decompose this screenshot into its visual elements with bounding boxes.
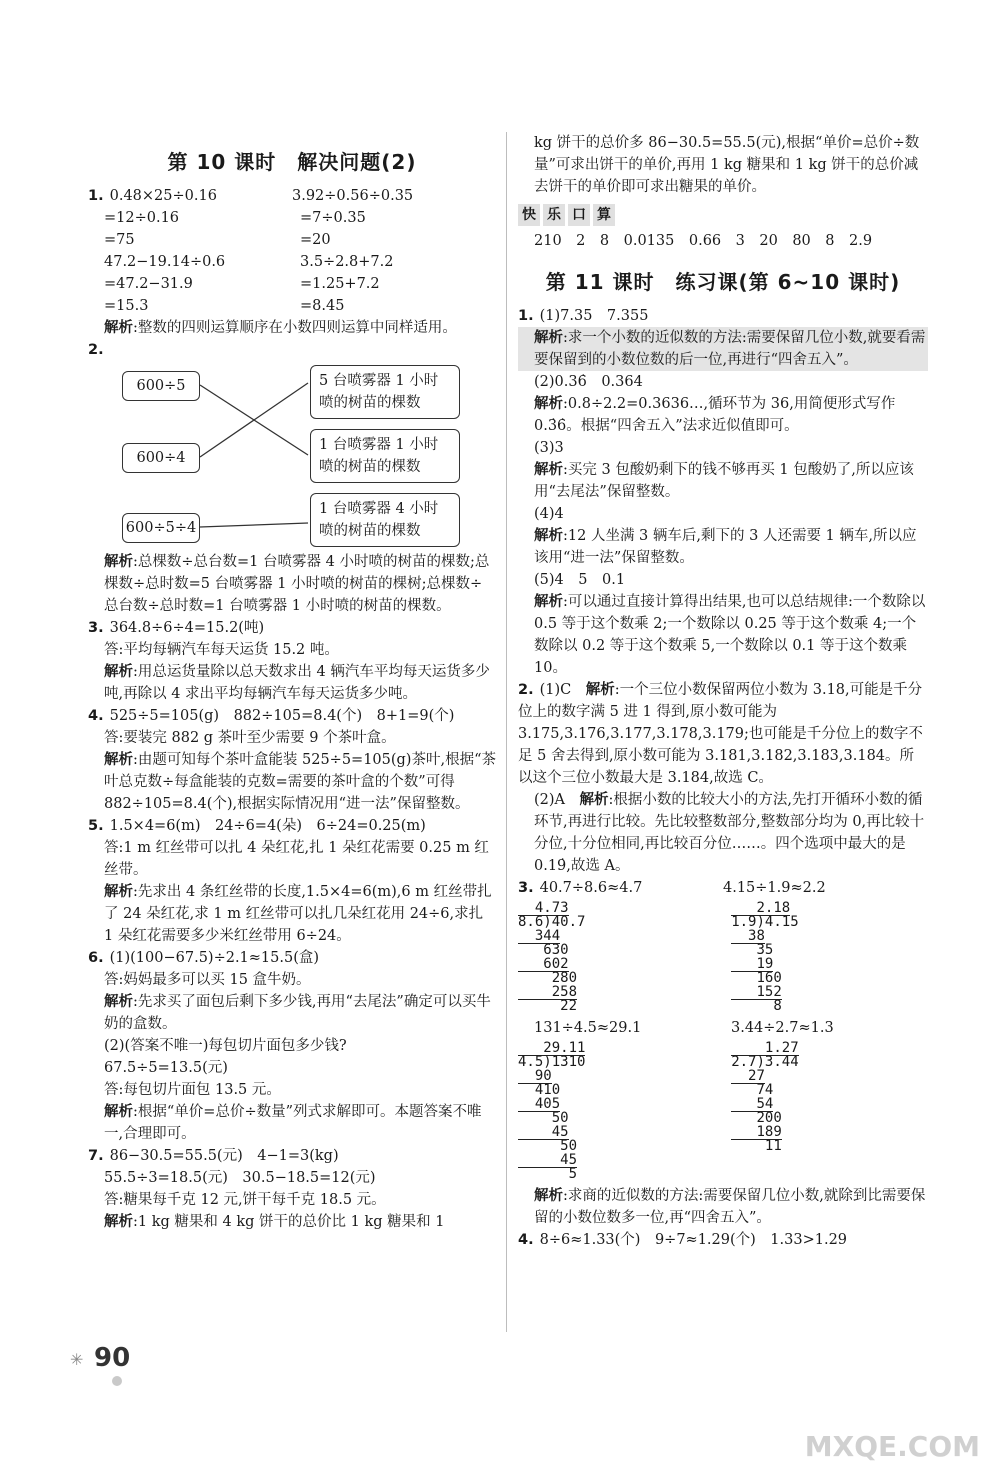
q6-calc-2: 67.5÷5=13.5(元): [104, 1060, 228, 1076]
q1-step: =75: [104, 232, 135, 248]
long-division-1: [518, 901, 715, 1013]
q3-analysis: 解析:用总运货量除以总天数求出 4 辆汽车平均每天运货多少吨,再除以 4 求出平均每辆汽车每天运货多少吨。: [104, 664, 490, 702]
r2-number: 2.: [518, 682, 534, 698]
division-row: 54: [731, 1096, 774, 1112]
question-3: [88, 617, 496, 705]
long-division-3: [518, 1041, 715, 1181]
division-row: 630: [518, 942, 569, 958]
q6-calc-1: (1)(100−67.5)÷2.1≈15.5(盒): [109, 950, 320, 966]
quick-calc-char: 算: [593, 204, 615, 226]
division-row: 45: [518, 1152, 578, 1168]
division-row: 280: [518, 970, 578, 986]
r3-analysis: 解析:求商的近似数的方法:需要保留几位小数,就除到比需要保留的小数位数多一位,再“四舍五入”。: [534, 1188, 926, 1226]
division-row: 4.73: [518, 900, 569, 916]
left-box-1: 600÷5: [122, 371, 200, 401]
r2-analysis-1: :一个三位小数保留两位小数为 3.18,可能是千分位上的数字满 5 进 1 得到,原小数可能为 3.175,3.176,3.177,3.178,3.179;也可能是千分位上的数字不足 5 舍去得到,原小数可能为 3.181,3.182,3.183,3.184。所以这个三位小数最大是 3.184,故选 C。: [518, 682, 923, 786]
division-row: 5: [518, 1166, 578, 1182]
division-row: 189: [731, 1124, 782, 1140]
q1-expr-b: 3.92÷0.56÷0.35: [292, 188, 414, 204]
division-row: 258: [518, 984, 578, 1000]
left-box-3: 600÷5÷4: [122, 513, 200, 543]
r1-analysis-4: 解析:12 人坐满 3 辆车后,剩下的 3 人还需要 1 辆车,所以应该用“进一法”保留整数。: [534, 528, 917, 566]
decorative-dot: [112, 1376, 122, 1386]
division-row: 11: [731, 1138, 782, 1154]
division-row: 35: [731, 942, 774, 958]
r1-part-1: (1)7.35 7.355: [539, 308, 649, 324]
division-row: 50: [518, 1138, 578, 1154]
division-row: 2.7)3.44: [731, 1054, 799, 1070]
division-row: 160: [731, 970, 782, 986]
r4-calc: 8÷6≈1.33(个) 9÷7≈1.29(个) 1.33>1.29: [539, 1232, 848, 1248]
q5-answer: 答:1 m 红丝带可以扎 4 朵红花,扎 1 朵红花需要 0.25 m 红丝带。: [104, 840, 489, 878]
q5-calc: 1.5×4=6(m) 24÷6=4(朵) 6÷24=0.25(m): [109, 818, 426, 834]
r1-part-3: (3)3: [534, 440, 564, 456]
matching-diagram: [88, 365, 496, 545]
quick-calc-char: 乐: [543, 204, 565, 226]
r1-number: 1.: [518, 308, 534, 324]
q6-analysis-1: 解析:先求买了面包后剩下多少钱,再用“去尾法”确定可以买牛奶的盒数。: [104, 994, 491, 1032]
q4-analysis: 解析:由题可知每个茶叶盒能装 525÷5=105(g)茶叶,根据“茶叶总克数÷每盒能装的克数=需要的茶叶盒的个数”可得 882÷105=8.4(个),根据实际情况用“进一法”保留整数。: [104, 752, 496, 812]
division-row: 1.27: [731, 1040, 799, 1056]
r2-analysis-2: :根据小数的比较大小的方法,先打开循环小数的循环节,再进行比较。先比较整数部分,整数部分均为 0,再比较十分位,十分位相同,再比较百分位……。四个选项中最大的是 0.19̇,故选 A。: [534, 792, 925, 874]
division-row-1: [518, 901, 928, 1013]
division-row: 8: [731, 998, 782, 1014]
division-row: 74: [731, 1082, 774, 1098]
q2-number: 2.: [88, 342, 104, 358]
division-row: 27: [731, 1068, 765, 1084]
long-division-4: [731, 1041, 928, 1181]
division-row: 152: [731, 984, 782, 1000]
division-row: 29.11: [518, 1040, 586, 1056]
division-row: 45: [518, 1124, 569, 1140]
q1-step: =15.3: [104, 298, 149, 314]
q1-number: 1.: [88, 188, 104, 204]
r-question-4: [518, 1229, 928, 1251]
q7-calc-2: 55.5÷3=18.5(元) 30.5−18.5=12(元): [104, 1170, 376, 1186]
division-row: 38: [731, 928, 765, 944]
question-2: [88, 339, 496, 617]
r1-analysis-3: 解析:买完 3 包酸奶剩下的钱不够再买 1 包酸奶了,所以应该用“去尾法”保留整数。: [534, 462, 914, 500]
quick-calc-char: 口: [568, 204, 590, 226]
page-number: 90: [94, 1343, 131, 1373]
right-box-2: 1 台喷雾器 1 小时喷的树苗的棵数: [310, 429, 460, 483]
division-row: 410: [518, 1082, 561, 1098]
q4-number: 4.: [88, 708, 104, 724]
q7-answer: 答:糖果每千克 12 元,饼干每千克 18.5 元。: [104, 1192, 386, 1208]
division-row: 50: [518, 1110, 569, 1126]
q1-step: =12÷0.16: [104, 210, 180, 226]
division-row: 1.9)4.15: [731, 914, 799, 930]
r4-number: 4.: [518, 1232, 534, 1248]
q1-step: =47.2−31.9: [104, 276, 193, 292]
q1-analysis: 解析:整数的四则运算顺序在小数四则运算中同样适用。: [104, 320, 457, 336]
r1-analysis-2: 解析:0.8÷2.2=0.3636…,循环节为 36,用简便形式写作 0.3̇6̇。根据“四舍五入”法求近似值即可。: [534, 396, 896, 434]
quick-calc-header: [518, 204, 928, 226]
division-row: 22: [518, 998, 578, 1014]
division-row: 405: [518, 1096, 561, 1112]
r-question-3: [518, 877, 928, 1229]
division-row: 2.18: [731, 900, 791, 916]
column-divider: [506, 132, 507, 1332]
q3-number: 3.: [88, 620, 104, 636]
q3-calc: 364.8÷6÷4=15.2(吨): [109, 620, 265, 636]
r3-eq-3: 131÷4.5≈29.1: [534, 1020, 642, 1036]
r3-number: 3.: [518, 880, 534, 896]
r1-analysis-1: 解析:求一个小数的近似数的方法:需要保留几位小数,就要看需要保留到的小数位数的后一位,再进行“四舍五入”。: [518, 327, 928, 371]
q1-step: =1.25+7.2: [300, 276, 380, 292]
question-4: [88, 705, 496, 815]
quick-calc-answers: 210 2 8 0.0135 0.66 3 20 80 8 2.9: [534, 233, 873, 249]
q6-analysis-2: 解析:根据“单价=总价÷数量”列式求解即可。本题答案不唯一,合理即可。: [104, 1104, 482, 1142]
watermark: MXQE.COM: [804, 1430, 980, 1463]
r2-analysis-label: 解析: [585, 682, 615, 698]
r1-part-2: (2)0.36̇ 0.364: [534, 374, 643, 390]
r2-part-1: (1)C: [539, 682, 572, 698]
division-row: 200: [731, 1110, 782, 1126]
left-box-2: 600÷4: [122, 443, 200, 473]
q3-answer: 答:平均每辆汽车每天运货 15.2 吨。: [104, 642, 339, 658]
q1-step: =20: [300, 232, 331, 248]
division-row: 602: [518, 956, 569, 972]
r3-eq-2: 4.15÷1.9≈2.2: [723, 880, 826, 896]
q4-answer: 答:要装完 882 g 茶叶至少需要 9 个茶叶盒。: [104, 730, 396, 746]
division-row: 344: [518, 928, 561, 944]
division-row: 90: [518, 1068, 552, 1084]
right-box-3: 1 台喷雾器 4 小时喷的树苗的棵数: [310, 493, 460, 547]
r1-part-4: (4)4: [534, 506, 564, 522]
r-question-1: [518, 305, 928, 679]
q5-analysis: 解析:先求出 4 条红丝带的长度,1.5×4=6(m),6 m 红丝带扎了 24 朵红花,求 1 m 红丝带可以扎几朵红花用 24÷6,求扎 1 朵红花需要多少米红丝带用 6÷24。: [104, 884, 492, 944]
r-question-2: [518, 679, 928, 877]
quick-calc-char: 快: [518, 204, 540, 226]
star-icon: ✳: [70, 1350, 84, 1369]
question-5: [88, 815, 496, 947]
r3-eq-4: 3.44÷2.7≈1.3: [731, 1020, 834, 1036]
q7-analysis-continued: kg 饼干的总价多 86−30.5=55.5(元),根据“单价=总价÷数量”可求出饼干的单价,再用 1 kg 糖果和 1 kg 饼干的总价减去饼干的单价即可求出糖果的单价。: [534, 135, 920, 195]
q6-part-2: (2)(答案不唯一)每包切片面包多少钱?: [104, 1038, 347, 1054]
q5-number: 5.: [88, 818, 104, 834]
q1-expr-a: 0.48×25÷0.16: [109, 188, 217, 204]
r2-analysis-label: 解析: [579, 792, 609, 808]
q1-step: =8.45: [300, 298, 345, 314]
lesson-11-title: 第 11 课时 练习课(第 6~10 课时): [545, 270, 901, 294]
q1-step: =7÷0.35: [300, 210, 366, 226]
division-row: 8.6)40.7: [518, 914, 586, 930]
q7-calc-1: 86−30.5=55.5(元) 4−1=3(kg): [109, 1148, 339, 1164]
q6-answer-2: 答:每包切片面包 13.5 元。: [104, 1082, 281, 1098]
r1-part-5: (5)4 5 0.1: [534, 572, 626, 588]
question-6: [88, 947, 496, 1145]
q7-analysis: 解析:1 kg 糖果和 4 kg 饼干的总价比 1 kg 糖果和 1: [104, 1214, 445, 1230]
left-column: [88, 140, 496, 1233]
r2-part-2: (2)A: [534, 792, 566, 808]
lesson-10-title: 第 10 课时 解决问题(2): [167, 150, 417, 174]
right-column: [518, 132, 928, 1251]
q2-analysis: 解析:总棵数÷总台数=1 台喷雾器 4 小时喷的树苗的棵数;总棵数÷总时数=5 台喷雾器 1 小时喷的树苗的棵树;总棵数÷总台数÷总时数=1 台喷雾器 1 小时喷的树苗的棵数。: [104, 554, 490, 614]
q1-expr-c: 47.2−19.14÷0.6: [104, 254, 226, 270]
division-row: 4.5)1310: [518, 1054, 586, 1070]
r3-eq-1: 40.7÷8.6≈4.7: [539, 880, 643, 896]
q6-answer-1: 答:妈妈最多可以买 15 盒牛奶。: [104, 972, 311, 988]
right-box-1: 5 台喷雾器 1 小时喷的树苗的棵数: [310, 365, 460, 419]
question-7: [88, 1145, 496, 1233]
q6-number: 6.: [88, 950, 104, 966]
long-division-2: [731, 901, 928, 1013]
division-row-2: [518, 1041, 928, 1181]
division-row: 19: [731, 956, 774, 972]
r1-analysis-5: 解析:可以通过直接计算得出结果,也可以总结规律:一个数除以 0.5 等于这个数乘 2;一个数除以 0.25 等于这个数乘 4;一个数除以 0.2 等于这个数乘 5,一个数除以 0.1 等于这个数乘 10。: [534, 594, 926, 676]
q7-number: 7.: [88, 1148, 104, 1164]
q4-calc: 525÷5=105(g) 882÷105=8.4(个) 8+1=9(个): [109, 708, 455, 724]
q1-expr-d: 3.5÷2.8+7.2: [300, 254, 394, 270]
question-1: [88, 185, 496, 339]
